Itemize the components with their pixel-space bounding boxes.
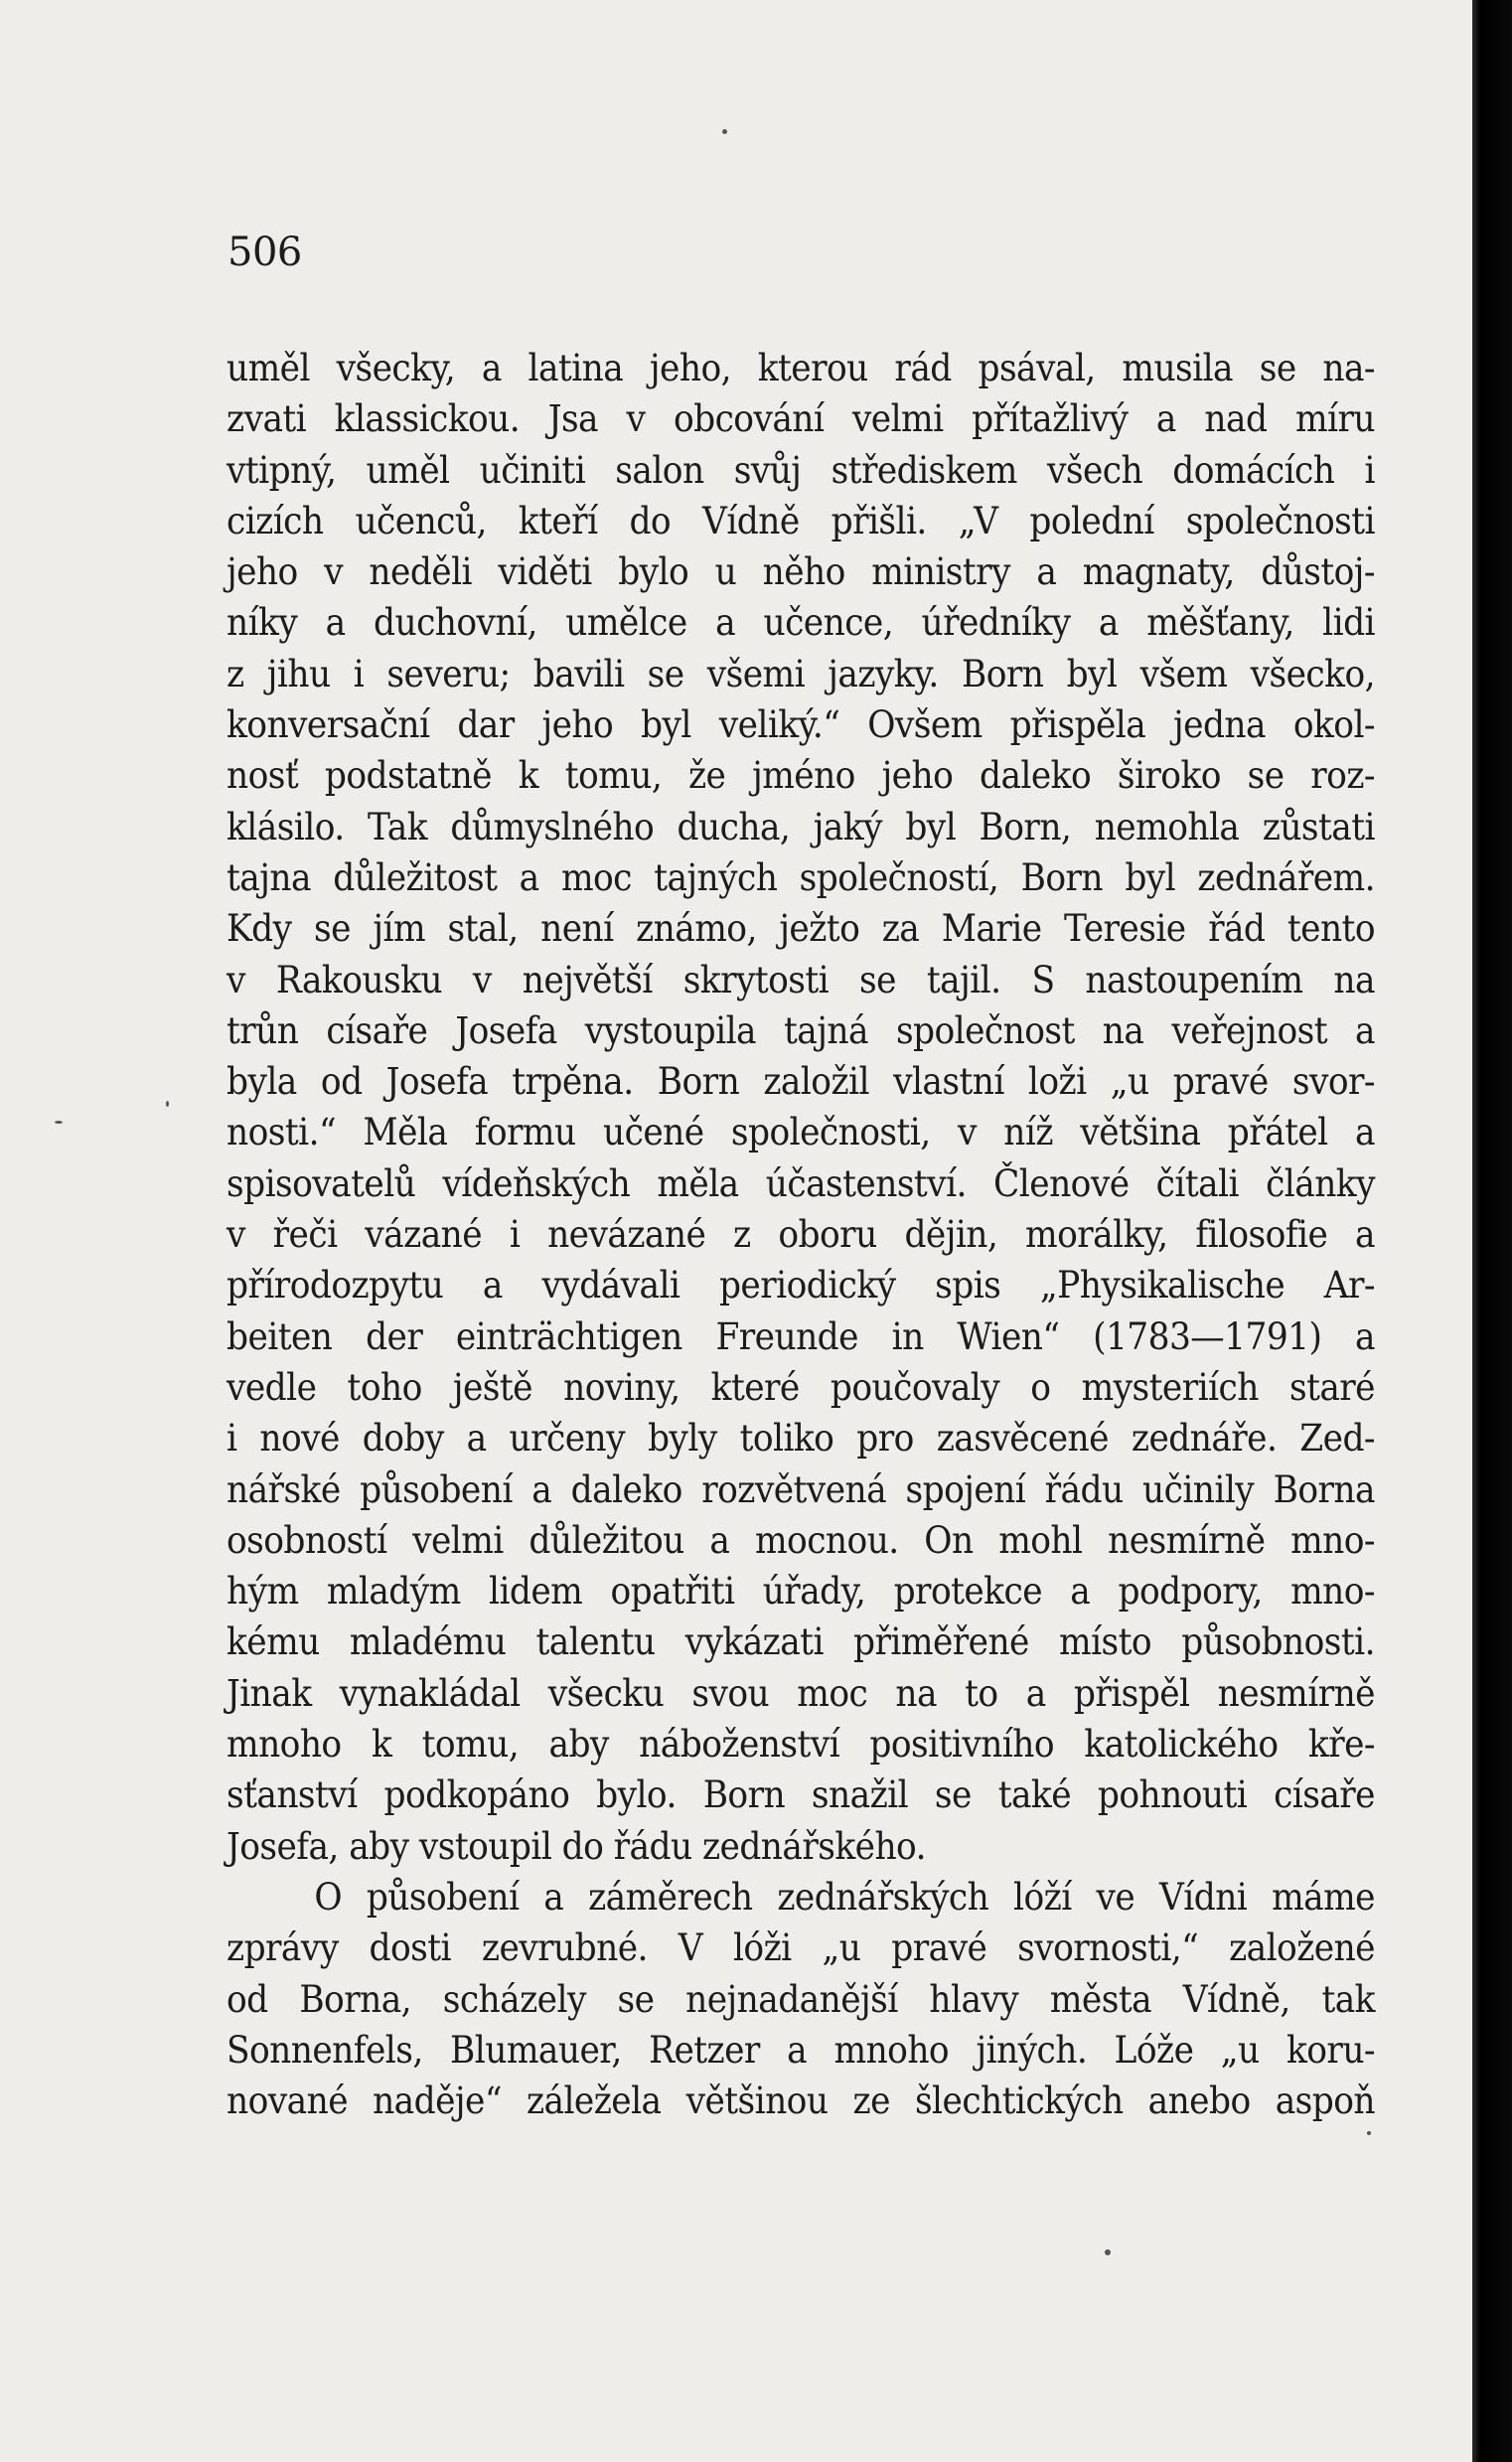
text-line: klásilo. Tak důmyslného ducha, jaký byl Born, nemohla zůstati [227, 805, 1375, 848]
text-line: vtipný, uměl učiniti salon svůj střediskem všech domácích i [227, 448, 1375, 492]
text-line: z jihu i severu; bavili se všemi jazyky. Born byl všem všecko, [227, 652, 1375, 695]
scan-speck [55, 1121, 63, 1124]
text-line: hým mladým lidem opatřiti úřady, protekce a podpory, mno- [227, 1570, 1375, 1614]
text-line: cizích učenců, kteří do Vídně přišli. „V polední společnosti [227, 499, 1375, 542]
body-text [227, 343, 1375, 2126]
text-line: v řeči vázané i nevázané z oboru dějin, morálky, filosofie a [227, 1213, 1375, 1257]
text-line: mnoho k tomu, aby náboženství positivního katolického kře- [227, 1723, 1375, 1767]
text-line: zprávy dosti zevrubné. V lóži „u pravé svornosti,“ založené [227, 1926, 1375, 1970]
text-line: sťanství podkopáno bylo. Born snažil se také pohnouti císaře [227, 1773, 1375, 1817]
text-line: osobností velmi důležitou a mocnou. On mohl nesmírně mno- [227, 1518, 1375, 1562]
paragraph-start-line: O působení a záměrech zednářských lóží ve Vídni máme [314, 1875, 1375, 1919]
scan-speck [166, 1101, 169, 1107]
text-line: nované naděje“ záležela většinou ze šlechtických anebo aspoň [227, 2079, 1375, 2123]
text-line: nosť podstatně k tomu, že jméno jeho daleko široko se roz- [227, 754, 1375, 798]
text-line: trůn císaře Josefa vystoupila tajná společnost na veřejnost a [227, 1008, 1375, 1052]
text-line: uměl všecky, a latina jeho, kterou rád psával, musila se na- [227, 347, 1375, 389]
text-line: zvati klassickou. Jsa v obcování velmi přítažlivý a nad míru [227, 397, 1375, 441]
text-line: jeho v neděli viděti bylo u něho ministry a magnaty, důstoj- [227, 550, 1375, 594]
text-line: nářské působení a daleko rozvětvená spojení řádu učinily Borna [227, 1467, 1375, 1511]
page-number: 506 [227, 230, 302, 275]
text-line: Kdy se jím stal, není známo, ježto za Marie Teresie řád tento [227, 907, 1375, 951]
text-line: Sonnenfels, Blumauer, Retzer a mnoho jiných. Lóže „u koru- [227, 2028, 1375, 2072]
text-line: spisovatelů vídeňských měla účastenství. Členové čítali články [227, 1161, 1375, 1205]
text-line: beiten der einträchtigen Freunde in Wien“ (1783—1791) a [227, 1314, 1375, 1358]
text-line: i nové doby a určeny byly toliko pro zasvěcené zednáře. Zed- [227, 1417, 1375, 1461]
text-line: od Borna, scházely se nejnadanější hlavy města Vídně, tak [227, 1977, 1375, 2021]
scan-speck [1367, 2131, 1371, 2135]
text-line: tajna důležitost a moc tajných společností, Born byl zednářem. [227, 855, 1375, 899]
text-line: kému mladému talentu vykázati přiměřené místo působnosti. [227, 1620, 1375, 1664]
text-line: byla od Josefa trpěna. Born založil vlastní loži „u pravé svor- [227, 1060, 1375, 1104]
paragraph-end-line: Josefa, aby vstoupil do řádu zednářského. [227, 1824, 926, 1868]
text-line: vedle toho ještě noviny, které poučovaly o mysteriích staré [227, 1365, 1375, 1409]
text-line: níky a duchovní, umělce a učence, úředníky a měšťany, lidi [227, 601, 1375, 645]
text-line: konversační dar jeho byl veliký.“ Ovšem přispěla jedna okol- [227, 703, 1375, 747]
scan-speck [1105, 2249, 1111, 2255]
text-line: Jinak vynakládal všecku svou moc na to a přispěl nesmírně [227, 1671, 1375, 1715]
text-line: přírodozpytu a vydávali periodický spis „Physikalische Ar- [227, 1264, 1375, 1308]
text-line: nosti.“ Měla formu učené společnosti, v níž většina přátel a [227, 1111, 1375, 1154]
text-line: v Rakousku v největší skrytosti se tajil. S nastoupením na [227, 958, 1375, 1001]
scan-speck [722, 129, 727, 134]
book-spine-edge [1472, 0, 1512, 2462]
